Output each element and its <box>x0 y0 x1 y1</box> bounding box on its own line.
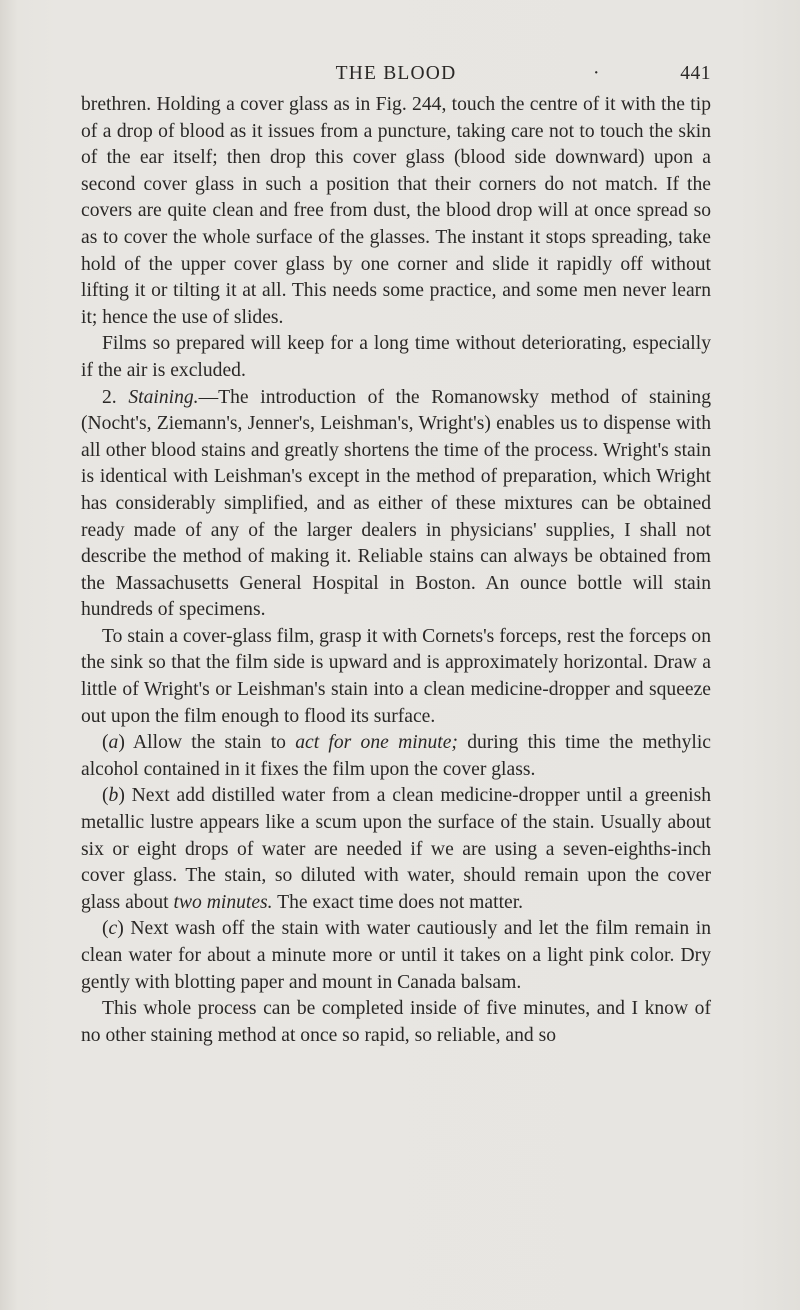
body-text <box>81 92 711 1049</box>
step-a-pre: Allow the stain to <box>124 732 296 754</box>
paragraph-2: Films so prepared will keep for a long time without deteriorating, especially if the air is excluded. <box>81 333 711 381</box>
paragraph-staining-text: —The introduction of the Romanowsky method of staining (Nocht's, Ziemann's, Jenner's, Leishman's, Wright's) enables us to dispense with all other blood stains and greatly shortens the time of the process. Wright's stain is identical with Leishman's except in the method of preparation, which Wright has considerably simplified, and as either of these mixtures can be obtained ready made of any of the larger dealers in physicians' supplies, I shall not describe the method of making it. Reliable stains can always be obtained from the Massachusetts General Hospital in Boston. An ounce bottle will stain hundreds of specimens. <box>81 386 712 621</box>
step-a-emphasis: act for one minute; <box>295 732 458 754</box>
step-a-post: during this time the methylic alcohol contained in it fixes the film upon the cover glass. <box>81 732 711 780</box>
step-b-post: The exact time does not matter. <box>272 891 524 913</box>
step-a: (a) Allow the stain to act for one minute; during this time the methylic alcohol contained in it fixes the film upon the cover glass. <box>81 732 711 780</box>
running-head-title: THE BLOOD <box>335 63 457 84</box>
paragraph-1: brethren. Holding a cover glass as in Fig. 244, touch the centre of it with the tip of a drop of blood as it issues from a puncture, taking care not to touch the skin of the ear itself; then drop this cover glass (blood side downward) upon a second cover glass in such a position that their corners do not match. If the covers are quite clean and free from dust, the blood drop will at once spread so as to cover the whole surface of the glasses. The instant it stops spreading, take hold of the upper cover glass by one corner and slide it rapidly off without lifting it or tilting it at all. This needs some practice, and some men never learn it; hence the use of slides. <box>81 94 711 328</box>
step-b: (b) Next add distilled water from a clean medicine-dropper until a greenish metallic lustre appears like a scum upon the surface of the stain. Usually about six or eight drops of water are needed if we are using a seven-eighths-inch cover glass. The stain, so diluted with water, should remain upon the cover glass about two minutes. The exact time does not matter. <box>81 785 711 913</box>
page-content <box>81 58 711 1049</box>
section-heading-staining: Staining. <box>128 386 199 408</box>
step-b-label: b <box>108 785 119 807</box>
page-number: 441 <box>680 63 711 84</box>
paragraph-4: To stain a cover-glass film, grasp it with Cornets's forceps, rest the forceps on the sink so that the film side is upward and is approximately horizontal. Draw a little of Wright's or Leishman's stain into a clean medicine-dropper and squeeze out upon the film enough to flood its surface. <box>81 625 711 727</box>
paragraph-8: This whole process can be completed inside of five minutes, and I know of no other staining method at once so rapid, so reliable, and so <box>81 998 711 1046</box>
step-c: (c) Next wash off the stain with water cautiously and let the film remain in clean water for about a minute more or until it takes on a light pink color. Dry gently with blotting paper and mount in Canada balsam. <box>81 918 711 993</box>
step-c-text: Next wash off the stain with water cautiously and let the film remain in clean water for about a minute more or until it takes on a light pink color. Dry gently with blotting paper and mount in Canada balsam. <box>81 918 711 993</box>
running-head-separator: · <box>593 63 601 84</box>
step-b-pre: Next add distilled water from a clean medicine-dropper until a greenish metallic lustre appears like a scum upon the surface of the stain. Usually about six or eight drops of water are needed if we are using a seven-eighths-inch cover glass. The stain, so diluted with water, should remain upon the cover glass about <box>81 785 711 913</box>
running-head <box>81 58 711 92</box>
section-number: 2. <box>102 386 129 408</box>
step-c-label: c <box>108 918 118 940</box>
paragraph-staining <box>81 385 711 624</box>
step-b-emphasis: two minutes. <box>173 891 273 913</box>
step-a-label: a <box>108 732 119 754</box>
